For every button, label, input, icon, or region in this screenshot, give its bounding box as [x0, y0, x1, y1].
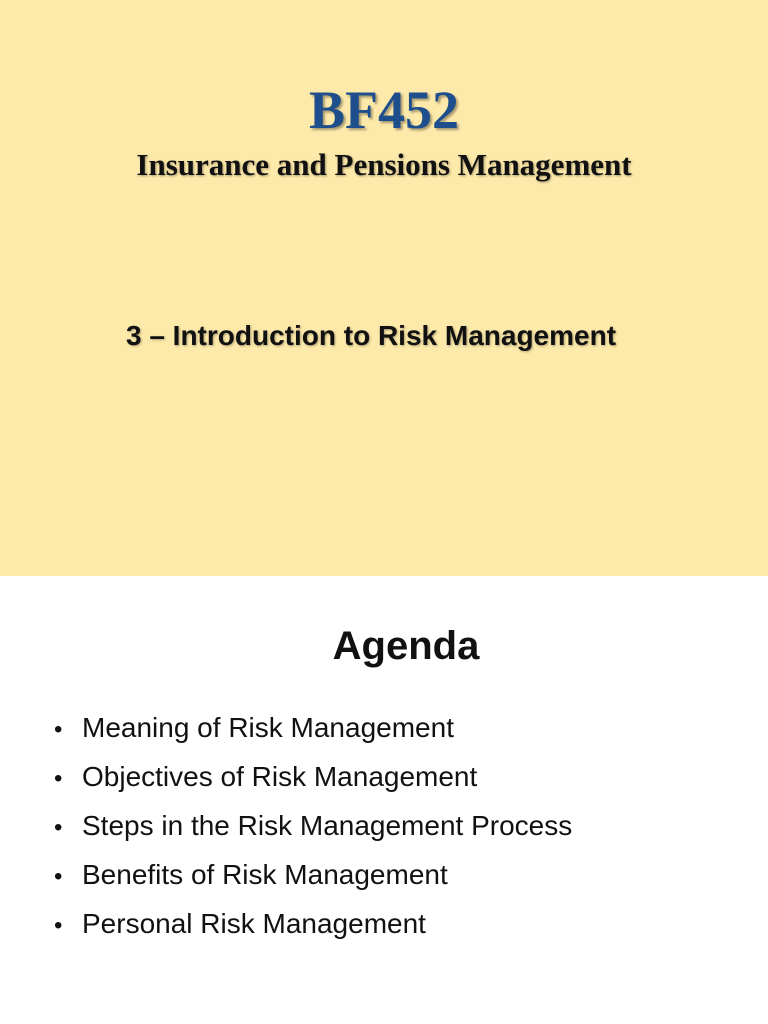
agenda-item-steps [54, 808, 754, 857]
agenda-item-label: Personal Risk Management [82, 908, 426, 939]
bullet-icon: • [54, 814, 63, 841]
agenda-slide [0, 576, 768, 1024]
agenda-item-personal [54, 906, 754, 955]
course-name: Insurance and Pensions Management [136, 147, 632, 182]
bullet-icon: • [54, 716, 63, 743]
agenda-item-meaning [54, 710, 754, 759]
agenda-item-objectives [54, 759, 754, 808]
course-code: BF452 [308, 80, 459, 140]
bullet-icon: • [54, 912, 63, 939]
agenda-item-label: Meaning of Risk Management [82, 712, 454, 743]
agenda-item-benefits [54, 857, 754, 906]
agenda-item-label: Steps in the Risk Management Process [82, 810, 573, 841]
agenda-list [54, 710, 754, 955]
agenda-item-label: Objectives of Risk Management [82, 761, 478, 792]
bullet-icon: • [54, 863, 63, 890]
agenda-heading: Agenda [332, 624, 480, 668]
lecture-title: 3 – Introduction to Risk Management [125, 320, 617, 351]
bullet-icon: • [54, 765, 63, 792]
agenda-item-label: Benefits of Risk Management [82, 859, 448, 890]
